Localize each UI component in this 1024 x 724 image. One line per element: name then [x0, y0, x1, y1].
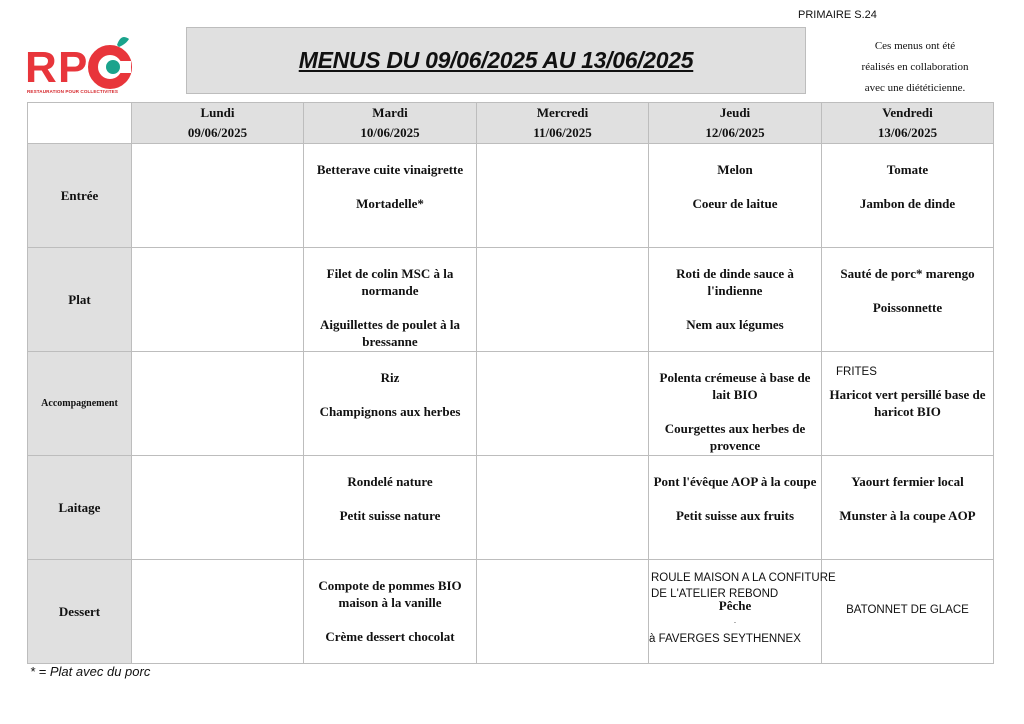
- menu-cell: [304, 352, 477, 456]
- menu-item: Crème dessert chocolat: [325, 629, 455, 644]
- day-date: 12/06/2025: [705, 125, 765, 140]
- menu-cell: [304, 248, 477, 352]
- row-label-accompagnement: Accompagnement: [28, 352, 132, 456]
- menu-item: Compote de pommes BIO maison à la vanille: [318, 578, 462, 610]
- menu-cell: [304, 456, 477, 560]
- day-date: 11/06/2025: [533, 125, 592, 140]
- menu-item: Mortadelle*: [356, 196, 424, 211]
- row-accompagnement: [28, 352, 994, 456]
- menu-cell: [132, 560, 304, 664]
- day-date: 13/06/2025: [877, 125, 938, 140]
- row-laitage: [28, 456, 994, 560]
- menu-cell: [822, 456, 994, 560]
- menu-item: Polenta crémeuse à base de lait BIO: [659, 370, 811, 402]
- row-label-plat: Plat: [28, 248, 132, 352]
- menu-cell: [822, 144, 994, 248]
- svg-text:R: R: [25, 43, 57, 89]
- menu-item: FRITES: [836, 366, 877, 378]
- title-banner: [186, 27, 806, 94]
- menu-cell: [132, 248, 304, 352]
- day-date: 09/06/2025: [187, 125, 248, 140]
- menu-cell: [649, 560, 836, 664]
- menu-cell: [822, 560, 994, 664]
- menu-item: Petit suisse nature: [339, 508, 441, 523]
- table-corner: [28, 103, 132, 144]
- menu-item: Betterave cuite vinaigrette: [316, 162, 464, 177]
- menu-cell: [649, 456, 822, 560]
- row-label-entree: Entrée: [28, 144, 132, 248]
- day-name: Mardi: [372, 105, 408, 120]
- menu-cell: [822, 248, 994, 352]
- menu-item: Riz: [380, 370, 400, 385]
- menu-item: Munster à la coupe AOP: [839, 508, 976, 523]
- menu-item: Yaourt fermier local: [851, 474, 964, 489]
- day-header-mardi: [304, 103, 477, 144]
- menu-cell: [477, 560, 649, 664]
- day-name: Mercredi: [536, 105, 589, 120]
- menu-cell: [649, 144, 822, 248]
- menu-item: Sauté de porc* marengo: [840, 266, 975, 281]
- menu-item: Coeur de laitue: [692, 196, 778, 211]
- row-label-laitage: Laitage: [28, 456, 132, 560]
- svg-text:P: P: [58, 43, 88, 89]
- day-date: 10/06/2025: [360, 125, 420, 140]
- menu-cell: [822, 352, 994, 456]
- note-line: avec une diététicienne.: [864, 82, 966, 94]
- day-header-mercredi: [477, 103, 649, 144]
- menu-cell: [132, 144, 304, 248]
- menu-item: Pont l'évêque AOP à la coupe: [653, 474, 817, 489]
- menu-table: [27, 102, 994, 664]
- logo-tagline: RESTAURATION POUR COLLECTIVITES: [27, 89, 118, 94]
- dietitian-note: [830, 36, 1000, 99]
- day-header-vendredi: [822, 103, 994, 144]
- note-line: Ces menus ont été: [874, 40, 956, 52]
- menu-item: ROULE MAISON A LA CONFITURE: [651, 572, 836, 584]
- menu-item: Haricot vert persillé base de haricot BIO: [829, 387, 986, 419]
- menu-cell: [477, 352, 649, 456]
- menu-cell: [649, 352, 822, 456]
- menu-item: Aiguillettes de poulet à la bressanne: [319, 317, 461, 349]
- menu-item: Courgettes aux herbes de provence: [664, 421, 806, 453]
- menu-cell: [132, 352, 304, 456]
- menu-level-label: PRIMAIRE S.24: [798, 9, 877, 21]
- menu-cell: [477, 144, 649, 248]
- menu-item: .: [733, 616, 737, 625]
- menu-cell: [304, 560, 477, 664]
- menu-item: Petit suisse aux fruits: [675, 508, 795, 523]
- menu-cell: [477, 248, 649, 352]
- row-dessert: [28, 560, 994, 664]
- menu-cell: [649, 248, 822, 352]
- menu-cell: [477, 456, 649, 560]
- menu-item: Champignons aux herbes: [319, 404, 461, 419]
- menu-title: MENUS DU 09/06/2025 AU 13/06/2025: [298, 47, 694, 73]
- menu-item: Tomate: [886, 162, 929, 177]
- menu-item: Rondelé nature: [347, 474, 433, 489]
- row-entree: [28, 144, 994, 248]
- menu-item: Jambon de dinde: [859, 196, 956, 211]
- day-name: Lundi: [200, 105, 235, 120]
- row-plat: [28, 248, 994, 352]
- day-header-jeudi: [649, 103, 822, 144]
- note-line: réalisés en collaboration: [861, 61, 969, 73]
- menu-item: BATONNET DE GLACE: [846, 604, 969, 616]
- pork-footnote: * = Plat avec du porc: [30, 664, 151, 679]
- menu-cell: [132, 456, 304, 560]
- menu-cell: [304, 144, 477, 248]
- menu-item: Pêche: [718, 598, 752, 613]
- menu-item: Roti de dinde sauce à l'indienne: [676, 266, 794, 298]
- menu-item: Melon: [717, 162, 753, 177]
- row-label-dessert: Dessert: [28, 560, 132, 664]
- menu-item: Filet de colin MSC à la normande: [326, 266, 454, 298]
- day-name: Vendredi: [882, 105, 933, 120]
- day-header-lundi: [132, 103, 304, 144]
- menu-item: Poissonnette: [872, 300, 943, 315]
- menu-item: Nem aux légumes: [686, 317, 784, 332]
- menu-item: DE L'ATELIER REBOND: [651, 588, 779, 600]
- day-name: Jeudi: [719, 105, 751, 120]
- menu-item: à FAVERGES SEYTHENNEX: [649, 633, 801, 645]
